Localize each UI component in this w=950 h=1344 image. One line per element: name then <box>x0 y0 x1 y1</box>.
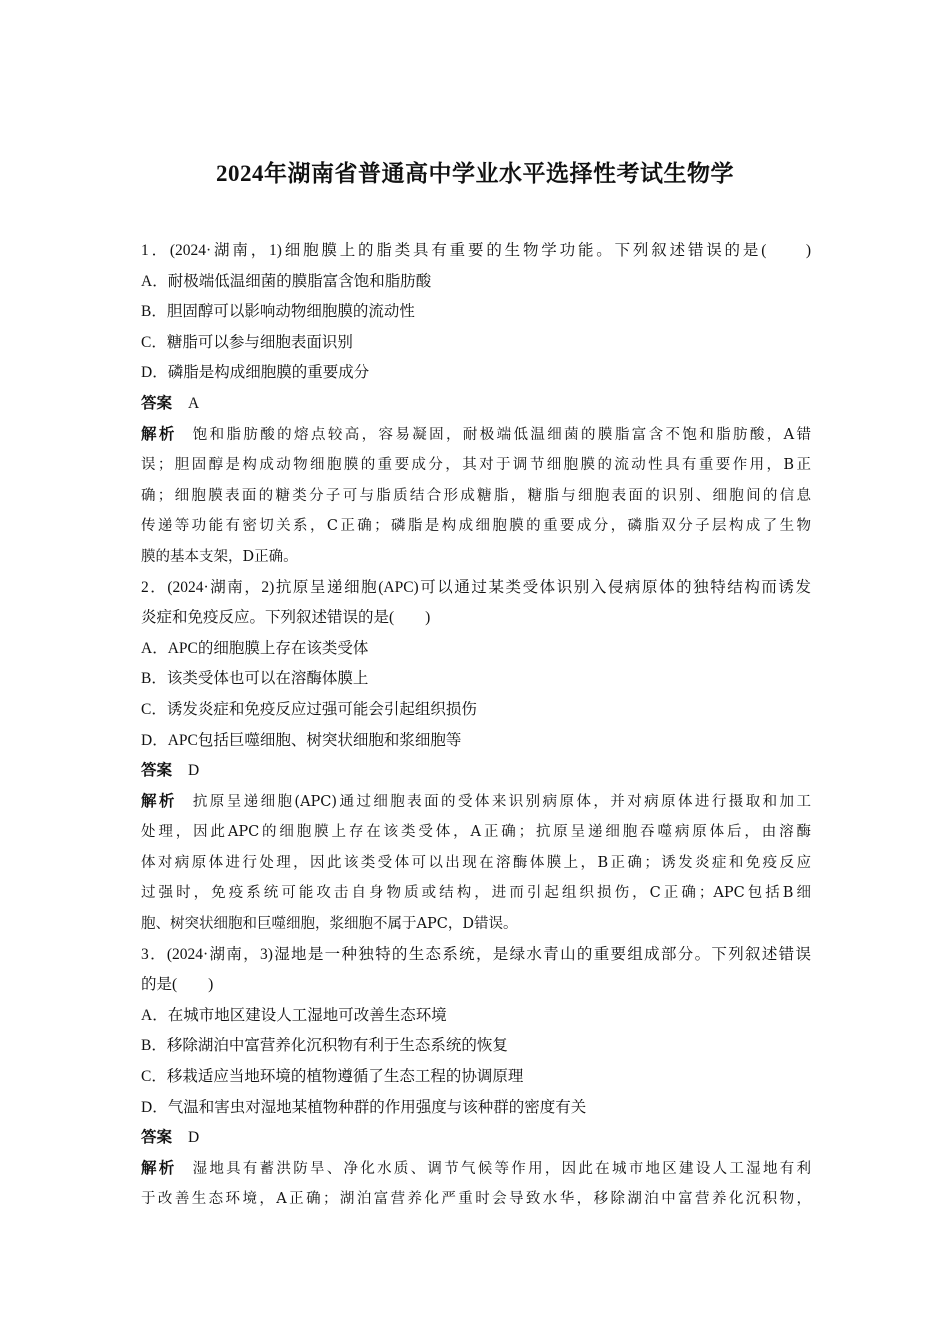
option-b: B．移除湖泊中富营养化沉积物有利于生态系统的恢复 <box>141 1037 508 1055</box>
analysis-text: 过强时，免疫系统可能攻击自身物质或结构，进而引起组织损伤，C正确；APC包括B细 <box>141 885 811 902</box>
option-a: A．APC的细胞膜上存在该类受体 <box>141 639 369 657</box>
analysis-text: 于改善生态环境，A正确；湖泊富营养化严重时会导致水华，移除湖泊中富营养化沉积物， <box>141 1191 811 1208</box>
analysis-label: 解析 <box>141 425 177 443</box>
answer-value: A <box>188 394 200 412</box>
question-stem: 炎症和免疫反应。下列叙述错误的是( ) <box>141 609 431 627</box>
option-b: B．该类受体也可以在溶酶体膜上 <box>141 670 369 688</box>
analysis-text: 抗原呈递细胞(APC)通过细胞表面的受体来识别病原体，并对病原体进行摄取和加工 <box>192 793 811 810</box>
answer-value: D <box>188 762 200 780</box>
question-block <box>141 940 811 1215</box>
question-stem: 1．(2024·湖南，1)细胞膜上的脂类具有重要的生物学功能。下列叙述错误的是( ) <box>141 242 811 259</box>
analysis-line <box>141 787 811 818</box>
option-a: A．在城市地区建设人工湿地可改善生态环境 <box>141 1006 447 1024</box>
analysis-label: 解析 <box>141 792 177 810</box>
question-stem: 的是( ) <box>141 976 214 994</box>
analysis-text: 误；胆固醇是构成动物细胞膜的重要成分，其对于调节细胞膜的流动性具有重要作用，B正 <box>141 457 811 474</box>
answer-line <box>141 389 811 420</box>
option-b: B．胆固醇可以影响动物细胞膜的流动性 <box>141 303 415 321</box>
analysis-line <box>141 1154 811 1185</box>
answer-label: 答案 <box>141 762 173 780</box>
option-d: D．磷脂是构成细胞膜的重要成分 <box>141 364 370 382</box>
analysis-text: 处理，因此APC的细胞膜上存在该类受体，A正确；抗原呈递细胞吞噬病原体后，由溶酶 <box>141 824 811 841</box>
question-block <box>141 236 811 573</box>
question-stem: 3．(2024·湖南，3)湿地是一种独特的生态系统，是绿水青山的重要组成部分。下列叙述错误 <box>141 945 811 963</box>
option-c: C．诱发炎症和免疫反应过强可能会引起组织损伤 <box>141 700 477 718</box>
option-d: D．APC包括巨噬细胞、树突状细胞和浆细胞等 <box>141 731 462 749</box>
analysis-label: 解析 <box>141 1159 177 1177</box>
option-c: C．移栽适应当地环境的植物遵循了生态工程的协调原理 <box>141 1068 524 1086</box>
analysis-text: 湿地具有蓄洪防旱、净化水质、调节气候等作用，因此在城市地区建设人工湿地有利 <box>192 1160 811 1177</box>
answer-label: 答案 <box>141 394 173 412</box>
analysis-text: 传递等功能有密切关系，C正确；磷脂是构成细胞膜的重要成分，磷脂双分子层构成了生物 <box>141 518 811 535</box>
analysis-text: 胞、树突状细胞和巨噬细胞，浆细胞不属于APC，D错误。 <box>141 916 518 933</box>
question-stem: 2．(2024·湖南，2)抗原呈递细胞(APC)可以通过某类受体识别入侵病原体的独特结构而诱发 <box>141 578 811 596</box>
page-title: 2024年湖南省普通高中学业水平选择性考试生物学 <box>216 161 734 186</box>
analysis-text: 膜的基本支架，D正确。 <box>141 548 298 565</box>
question-block <box>141 573 811 940</box>
analysis-text: 体对病原体进行处理，因此该类受体可以出现在溶酶体膜上，B正确；诱发炎症和免疫反应 <box>141 854 811 871</box>
analysis-text: 确；细胞膜表面的糖类分子可与脂质结合形成糖脂，糖脂与细胞表面的识别、细胞间的信息 <box>141 487 811 504</box>
answer-line <box>141 756 811 787</box>
answer-line <box>141 1123 811 1154</box>
answer-label: 答案 <box>141 1129 173 1147</box>
option-c: C．糖脂可以参与细胞表面识别 <box>141 333 353 351</box>
document-body <box>141 236 811 1215</box>
option-d: D．气温和害虫对湿地某植物种群的作用强度与该种群的密度有关 <box>141 1098 587 1116</box>
analysis-text: 饱和脂肪酸的熔点较高，容易凝固，耐极端低温细菌的膜脂富含不饱和脂肪酸，A错 <box>192 426 811 443</box>
option-a: A．耐极端低温细菌的膜脂富含饱和脂肪酸 <box>141 272 432 290</box>
analysis-line <box>141 420 811 451</box>
answer-value: D <box>188 1129 200 1147</box>
